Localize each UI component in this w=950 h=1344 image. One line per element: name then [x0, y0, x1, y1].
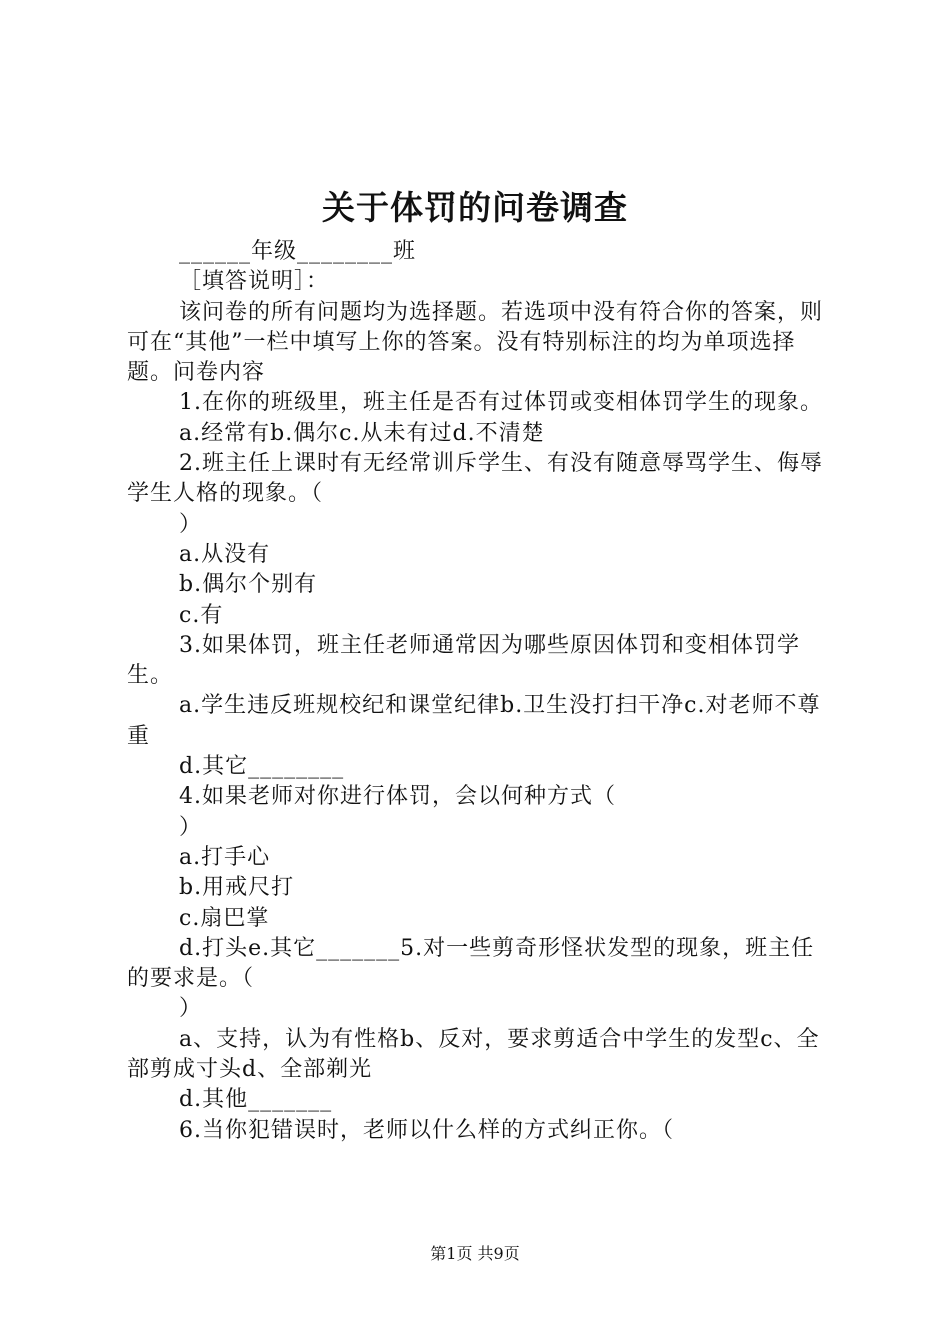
question-3-options: a.学生违反班规校纪和课堂纪律b.卫生没打扫干净c.对老师不尊重: [127, 693, 821, 749]
document-body: [127, 237, 837, 1146]
question-4-option-b: b.用戒尺打: [179, 875, 295, 901]
question-4-option-a: a.打手心: [179, 844, 271, 870]
question-2: 2.班主任上课时有无经常训斥学生、有没有随意辱骂学生、侮辱学生人格的现象。（: [127, 451, 823, 507]
question-4-paren: ）: [179, 814, 203, 840]
grade-class-line: ______年级________班: [179, 239, 417, 264]
instructions-heading: ［填答说明］：: [179, 269, 330, 295]
question-2-option-b: b.偶尔个别有: [179, 572, 318, 598]
question-2-option-a: a.从没有: [179, 541, 271, 567]
question-2-option-c: c.有: [179, 602, 224, 628]
question-4: 4.如果老师对你进行体罚，会以何种方式（: [179, 784, 616, 810]
question-1-options: a.经常有b.偶尔c.从未有过d.不清楚: [179, 420, 545, 446]
document-title: 关于体罚的问卷调查: [322, 188, 628, 227]
question-4-option-de-question-5: d.打头e.其它_______5.对一些剪奇形怪状发型的现象，班主任的要求是。（: [127, 935, 815, 992]
question-4-option-c: c.扇巴掌: [179, 905, 270, 931]
question-6: 6.当你犯错误时，老师以什么样的方式纠正你。（: [179, 1117, 674, 1143]
question-5-options: a、支持，认为有性格b、反对，要求剪适合中学生的发型c、全部剪成寸头d、全部剃光: [127, 1026, 820, 1083]
question-2-paren: ）: [179, 511, 203, 537]
question-5-option-other: d.其他_______: [179, 1087, 333, 1113]
question-5-paren: ）: [179, 996, 203, 1022]
question-1: 1.在你的班级里，班主任是否有过体罚或变相体罚学生的现象。: [179, 390, 823, 416]
question-3: 3.如果体罚，班主任老师通常因为哪些原因体罚和变相体罚学生。: [127, 632, 800, 689]
question-3-option-d: d.其它________: [179, 754, 345, 780]
instructions-text: 该问卷的所有问题均为选择题。若选项中没有符合你的答案，则可在“其他”一栏中填写上你的答案。没有特别标注的均为单项选择题。问卷内容: [127, 299, 824, 386]
page-footer: 第1页 共9页: [430, 1244, 520, 1263]
